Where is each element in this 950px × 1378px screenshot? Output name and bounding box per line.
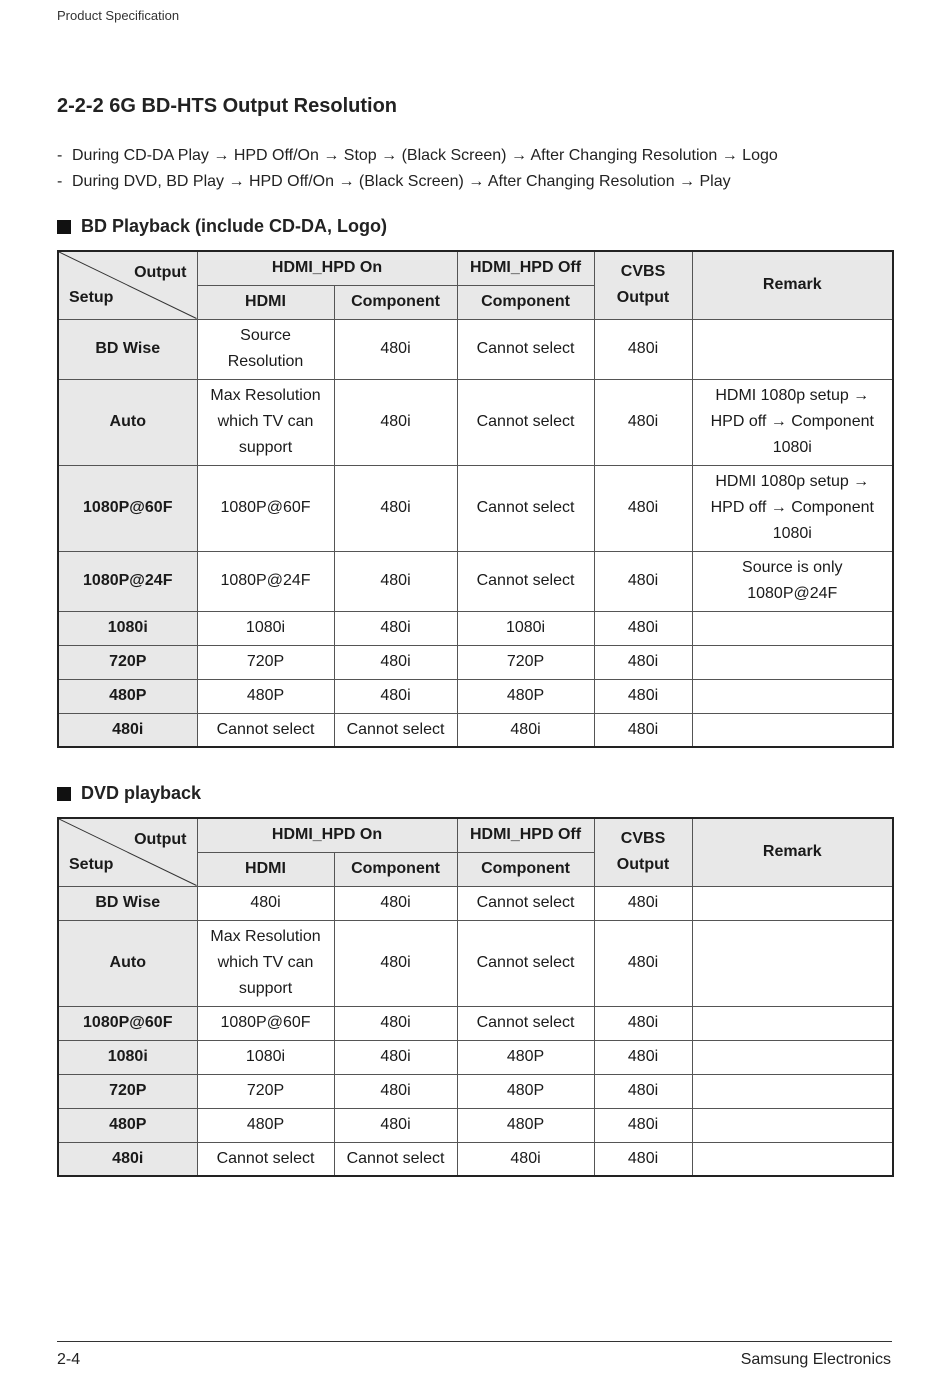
cvbs-cell: 480i xyxy=(594,679,692,713)
setup-cell: 720P xyxy=(58,1074,197,1108)
component-on-cell: Cannot select xyxy=(334,713,457,747)
bullet-dash: - xyxy=(57,147,63,164)
component-on-cell: 480i xyxy=(334,319,457,379)
hdmi-cell: 1080i xyxy=(197,1040,334,1074)
cvbs-cell: 480i xyxy=(594,1142,692,1176)
table-row xyxy=(58,1142,893,1176)
remark-cell: HDMI 1080p setup → HPD off → Component 1080i xyxy=(692,465,893,551)
table-row xyxy=(58,645,893,679)
bd-playback-title-text: BD Playback (include CD-DA, Logo) xyxy=(81,216,388,236)
hdmi-cell: Cannot select xyxy=(197,1142,334,1176)
component-off-cell: 480i xyxy=(457,1142,594,1176)
remark-cell xyxy=(692,920,893,1006)
output-label: Output xyxy=(134,264,187,281)
table-row xyxy=(58,1108,893,1142)
component-on-cell: 480i xyxy=(334,1108,457,1142)
remark-cell xyxy=(692,319,893,379)
output-label: Output xyxy=(134,831,187,848)
setup-cell: 720P xyxy=(58,645,197,679)
table-row xyxy=(58,713,893,747)
cvbs-cell: 480i xyxy=(594,1040,692,1074)
remark-header: Remark xyxy=(692,251,893,319)
remark-cell xyxy=(692,1142,893,1176)
component-off-cell: 480P xyxy=(457,1040,594,1074)
remark-cell xyxy=(692,1108,893,1142)
table-row xyxy=(58,319,893,379)
table-row xyxy=(58,379,893,465)
component-subheader: Component xyxy=(334,852,457,886)
cvbs-cell: 480i xyxy=(594,713,692,747)
bd-playback-title xyxy=(57,216,387,237)
component-off-cell: 480P xyxy=(457,1108,594,1142)
component-off-cell: 1080i xyxy=(457,611,594,645)
hdmi-subheader: HDMI xyxy=(197,285,334,319)
component-on-cell: 480i xyxy=(334,645,457,679)
component-on-cell: 480i xyxy=(334,1040,457,1074)
cvbs-cell: 480i xyxy=(594,886,692,920)
component-off-cell: Cannot select xyxy=(457,886,594,920)
cvbs-cell: 480i xyxy=(594,551,692,611)
component-off-cell: Cannot select xyxy=(457,319,594,379)
section-title: 2-2-2 6G BD-HTS Output Resolution xyxy=(57,95,397,117)
cvbs-output-header: CVBS Output xyxy=(594,818,692,886)
page-number: 2-4 xyxy=(57,1351,81,1368)
component-on-cell: 480i xyxy=(334,886,457,920)
remark-cell xyxy=(692,1040,893,1074)
setup-cell: 480P xyxy=(58,679,197,713)
component-off-cell: Cannot select xyxy=(457,465,594,551)
cvbs-cell: 480i xyxy=(594,645,692,679)
dvd-playback-table xyxy=(57,817,894,1177)
hdmi-cell: 1080P@60F xyxy=(197,1006,334,1040)
setup-cell: 480i xyxy=(58,1142,197,1176)
hdmi-hpd-off-header: HDMI_HPD Off xyxy=(457,818,594,852)
component-off-cell: Cannot select xyxy=(457,379,594,465)
cvbs-cell: 480i xyxy=(594,1074,692,1108)
component-on-cell: 480i xyxy=(334,465,457,551)
remark-cell xyxy=(692,713,893,747)
setup-cell: 1080P@24F xyxy=(58,551,197,611)
table-row xyxy=(58,920,893,1006)
bullet-list xyxy=(57,143,917,195)
setup-cell: 480i xyxy=(58,713,197,747)
bullet-text: During CD-DA Play → HPD Off/On → Stop → (Black Screen) → After Changing Resolution → Logo xyxy=(72,147,778,164)
square-bullet-icon xyxy=(57,787,71,801)
cvbs-cell: 480i xyxy=(594,1108,692,1142)
hdmi-hpd-off-header: HDMI_HPD Off xyxy=(457,251,594,285)
cvbs-cell: 480i xyxy=(594,1006,692,1040)
bullet-item xyxy=(57,143,917,169)
hdmi-hpd-on-header: HDMI_HPD On xyxy=(197,251,457,285)
setup-output-corner-header xyxy=(58,251,197,319)
table-row xyxy=(58,1074,893,1108)
cvbs-cell: 480i xyxy=(594,465,692,551)
remark-cell xyxy=(692,1074,893,1108)
hdmi-cell: Source Resolution xyxy=(197,319,334,379)
hdmi-hpd-on-header: HDMI_HPD On xyxy=(197,818,457,852)
setup-cell: BD Wise xyxy=(58,319,197,379)
dvd-playback-title xyxy=(57,783,201,804)
setup-cell: BD Wise xyxy=(58,886,197,920)
remark-cell xyxy=(692,679,893,713)
cvbs-cell: 480i xyxy=(594,379,692,465)
remark-cell: Source is only 1080P@24F xyxy=(692,551,893,611)
remark-header: Remark xyxy=(692,818,893,886)
cvbs-cell: 480i xyxy=(594,319,692,379)
hdmi-cell: 720P xyxy=(197,645,334,679)
hdmi-cell: Max Resolution which TV can support xyxy=(197,920,334,1006)
component-subheader: Component xyxy=(334,285,457,319)
table-row xyxy=(58,465,893,551)
table-row xyxy=(58,1006,893,1040)
component-on-cell: 480i xyxy=(334,1074,457,1108)
table-row xyxy=(58,611,893,645)
component-on-cell: 480i xyxy=(334,379,457,465)
component-off-cell: 480i xyxy=(457,713,594,747)
setup-label: Setup xyxy=(69,288,114,306)
component-on-cell: 480i xyxy=(334,1006,457,1040)
component-off-cell: Cannot select xyxy=(457,1006,594,1040)
component-on-cell: 480i xyxy=(334,551,457,611)
hdmi-cell: 480P xyxy=(197,1108,334,1142)
setup-output-corner-header xyxy=(58,818,197,886)
bd-playback-table xyxy=(57,250,894,748)
component-on-cell: 480i xyxy=(334,920,457,1006)
setup-cell: 1080i xyxy=(58,611,197,645)
hdmi-cell: 1080i xyxy=(197,611,334,645)
bullet-dash: - xyxy=(57,173,63,190)
component-subheader: Component xyxy=(457,285,594,319)
setup-label: Setup xyxy=(69,855,114,873)
setup-cell: Auto xyxy=(58,379,197,465)
page-header: Product Specification xyxy=(57,8,180,23)
component-off-cell: 480P xyxy=(457,679,594,713)
component-off-cell: Cannot select xyxy=(457,551,594,611)
hdmi-cell: 480P xyxy=(197,679,334,713)
setup-cell: 1080P@60F xyxy=(58,1006,197,1040)
table-row xyxy=(58,551,893,611)
component-subheader: Component xyxy=(457,852,594,886)
component-off-cell: 720P xyxy=(457,645,594,679)
hdmi-cell: 480i xyxy=(197,886,334,920)
remark-cell xyxy=(692,645,893,679)
bullet-text: During DVD, BD Play → HPD Off/On → (Black Screen) → After Changing Resolution → Play xyxy=(72,173,731,190)
component-on-cell: 480i xyxy=(334,679,457,713)
dvd-playback-title-text: DVD playback xyxy=(81,783,202,803)
table-row xyxy=(58,886,893,920)
hdmi-cell: 1080P@60F xyxy=(197,465,334,551)
remark-cell xyxy=(692,611,893,645)
square-bullet-icon xyxy=(57,220,71,234)
component-on-cell: 480i xyxy=(334,611,457,645)
cvbs-output-header: CVBS Output xyxy=(594,251,692,319)
hdmi-subheader: HDMI xyxy=(197,852,334,886)
remark-cell: HDMI 1080p setup → HPD off → Component 1080i xyxy=(692,379,893,465)
component-off-cell: Cannot select xyxy=(457,920,594,1006)
setup-cell: 1080P@60F xyxy=(58,465,197,551)
hdmi-cell: 720P xyxy=(197,1074,334,1108)
component-on-cell: Cannot select xyxy=(334,1142,457,1176)
table-row xyxy=(58,1040,893,1074)
bullet-item xyxy=(57,169,917,195)
cvbs-cell: 480i xyxy=(594,611,692,645)
component-off-cell: 480P xyxy=(457,1074,594,1108)
remark-cell xyxy=(692,886,893,920)
setup-cell: 480P xyxy=(58,1108,197,1142)
setup-cell: 1080i xyxy=(58,1040,197,1074)
footer-company: Samsung Electronics xyxy=(740,1351,891,1368)
setup-cell: Auto xyxy=(58,920,197,1006)
footer-divider xyxy=(57,1341,892,1342)
hdmi-cell: Max Resolution which TV can support xyxy=(197,379,334,465)
remark-cell xyxy=(692,1006,893,1040)
hdmi-cell: 1080P@24F xyxy=(197,551,334,611)
table-row xyxy=(58,679,893,713)
hdmi-cell: Cannot select xyxy=(197,713,334,747)
cvbs-cell: 480i xyxy=(594,920,692,1006)
